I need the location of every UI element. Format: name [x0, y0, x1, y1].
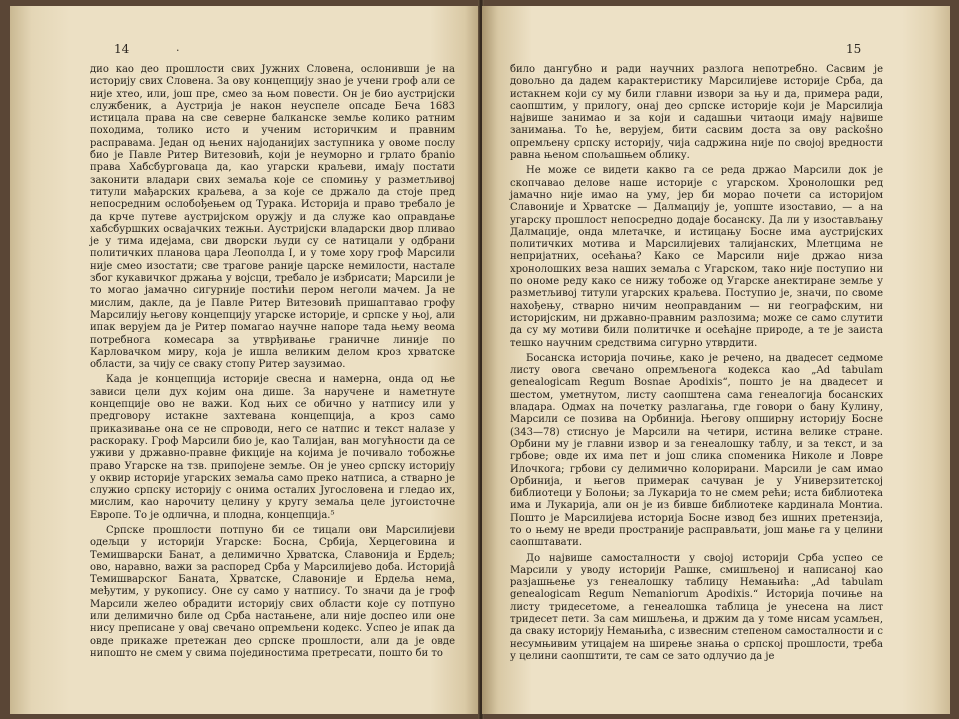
right-page-text	[510, 64, 883, 663]
paragraph: Босанска историја почиње, како је речено, на двадесет седмоме листу овога свечано опремљенога кодекса као „Ad tabulam genealogicam Regum Bosnae Apodixis“, пошто је на двадесет и шестом, уметнутом, листу саопштена сама генеалогија босанских владара. Одмах на почетку разлагања, где говори о бану Кулину, Марсили се позива на Орбинија. Његову опширну историју Босне (343—78) стиснуо је Марсили на четири, истина велике стране. Орбини му је главни извор и за генеалошку таблу, и за текст, и за грбове; овде их има пет и још слика споменика Николе и Ловре Илочкога; грбови су делимично колорирани. Марсили је сам имао Орбинија, и његов примерак сачуван је у Универзитетској библиотеци у Болоњи; за Лукарија то не смем рећи; иста библиотека има и Лукарија, али он је из бивше библиотеке кардинала Монтиа. Пошто је Марсилијева историја Босне извод без ишних претензија, то о њему не вреди пространије расправљати, још мање га у целини саопштавати.	[510, 352, 883, 549]
left-page	[10, 6, 480, 714]
paragraph: било дангубно и ради научних разлога непотребно. Сасвим је довољно да дадем карактеристику Марсилијеве историје Срба, да истакнем који су му били главни извори за њу и да, примера ради, саопштим, у прилогу, онај део српске историје који је Марсилија највише занимао и за који и садашњи читаоци имају највише занимања. То ће, верујем, бити сасвим доста за ову расkošно опремљену српску историју, чија садржина није по својој вредности равна њеном спољашњем облику.	[510, 64, 883, 162]
paragraph: Не може се видети какво га се реда држао Марсили док је скопчавао делове наше историје с угарском. Хронолошки ред јамачно није имао на уму, јер би морао почети са историјом Славоније и Хрватске — Далмацију је, уопште изоставио, — а на угарску прошлост непосредно додаје босанску. Да ли у изостављању Далмације, онда млетачке, и истицању Босне има аустријских политичких мотива и Марсилијевих талијанских, Млетцима не непријатних, осећања? Како се Марсили није држао низа хронолошких веза наших земаља с Угарском, тако није поступио ни по ономе реду како се нижу тобоже од Угарске анектиране земље у разметљивој титули угарских краљева. Поступио је, значи, по своме нахођењу, стварно ничим неоправданим — ни географским, ни историјским, ни државно-правним разлозима; може се само слутити да су му мотиви били политичке и осећајне природе, а те је заиста тешко научним средствима сигурно утврдити.	[510, 165, 883, 349]
paragraph: Српске прошлости потпуно би се тицали ови Марсилијеви одељци у историји Угарске: Босна, Србија, Херцеговина и Темишварски Банат, а делимично Хрватска, Славонија и Ердељ; ово, наравно, важи за распоред Срба у Марсилијево доба. Историјâ Темишварског Баната, Хрватске, Славоније и Ердеља нема, међутим, у рукопису. Оне су само у натпису. То значи да је гроф Марсили желео обрадити историју свих области које су потпуно или делимично биле од Срба настањене, али није доспео или оне нису преписане у овај свечано опремљени кодекс. Успео је ипак да овде прикаже претежан део српске прошлости, али да је овде нипошто не смем у свима појединостима претресати, пошто би то	[90, 524, 455, 659]
page-number-left: 14	[114, 42, 130, 56]
ink-speck: ·	[176, 44, 180, 57]
right-page	[482, 6, 950, 714]
page-number-right: 15	[846, 42, 862, 56]
paragraph: До највише самосталности у својој историји Срба успео се Марсили у уводу историји Рашке, смишљеној и написаној као разјашњење уз генеалошку таблицу Немањића: „Ad tabulam genealogicam Regum Nemaniorum Apodixis.“ Историја почиње на листу тридесетоме, а генеалошка таблица је унесена на лист тридесет пети. За сам мишљења, и држим да у томе нисам усамљен, да сваку историју Немањића, с извесним степеном самосталности и с несумњивим утицајем на ширење знања о српској прошлости, треба у целини саопштити, те сам се зато одлучио да је	[510, 552, 883, 662]
left-page-text	[90, 64, 455, 660]
paragraph: Када је концепција историје свесна и намерна, онда од ње зависи цели дух којим она дише. За наручене и наметнуте концепције ово не важи. Код њих се обично у натпису или у предговору истакне захтевана концепција, а кроз само приказивање она се не спроводи, него се натпис и текст налазе у раскораку. Гроф Марсили био је, као Талијан, ван могућности да се уживи у државно-правне фикције на којима је почивало тобожње право Угарске на тзв. припојене земље. Он је унео српску историју у оквир историје угарских земаља само преко натписа, а стварно је служио српску историју с онима осталих Југословена и гледао их, мислим, као нарочиту целину у кругу земаља целе југоисточне Европе. То је одлична, и плодна, концепција.⁵	[90, 374, 455, 521]
paragraph: дио као део прошлости свих Јужних Словена, ослонивши је на историју свих Словена. За ову концепцију знао је учени гроф али се није хтео, или, још пре, смео за њом повести. Он је био аустријски службеник, а Аустрија је након неуспеле опсаде Беча 1683 истицала права на све северне балканске земље колико ратним походима, толико исто и ученим историчким и правним расправама. Један од њених најоданијих заступника у овоме послу био је Павле Ритер Витезовић, који је неуморно и грлато брanio права Хабсбурговаца да, као угарски краљеви, имају постати законити владари свих земаља које се спомињу у разметљивој титули мађарских краљева, а за које се држало да стоје пред непосредним ослобођењем од Турака. Историја и право требало је да крче путеве аустријском оружју и да служе као оправдање хабсбуршких освајачких тежњи. Аустријски владарски двор пливао је у тима идејама, сви дворски људи су се натицали у одбрани политичких планова цара Леополда I, и у томе хору гроф Марсили није смео изостати; све трагове раније царске немилости, настале због кукавичког држања у војсци, требало је избрисати; Марсили је то могао јамачно сигурније постићи пером неголи мачем. Ја не мислим, дакле, да је Павле Ритер Витезовић пришаптавао грофу Марсилију његову концепцију угарске историје, и српске у њој, али ипак верујем да је Ритер помагао научне напоре тада њему веома потребнога комесара за утврђивање граничне линије по Карловачком миру, која је ишла великим делом кроз хрватске области, за чију се сваку стопу Ритер заузимао.	[90, 64, 455, 371]
